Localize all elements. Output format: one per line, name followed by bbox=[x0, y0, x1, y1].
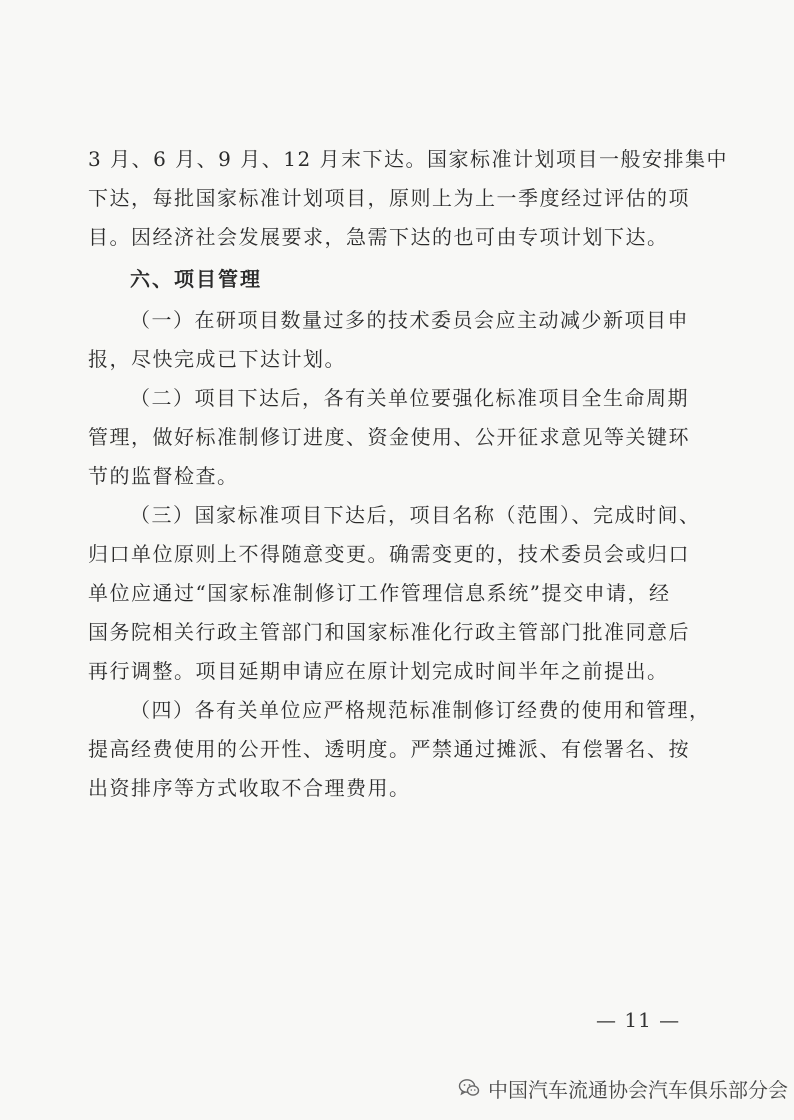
text-line: 报，尽快完成已下达计划。 bbox=[88, 347, 346, 371]
text-line: 出资排序等方式收取不合理费用。 bbox=[88, 776, 411, 800]
text-line: （二）项目下达后，各有关单位要强化标准项目全生命周期 bbox=[130, 386, 689, 410]
list-item bbox=[88, 379, 710, 496]
watermark-text: 中国汽车流通协会汽车俱乐部分会 bbox=[488, 1077, 788, 1102]
text-line: 节的监督检查。 bbox=[88, 464, 239, 488]
section-heading: 六、项目管理 bbox=[130, 267, 262, 291]
text-line: （一）在研项目数量过多的技术委员会应主动减少新项目申 bbox=[130, 308, 689, 332]
text-line: 管理，做好标准制修订进度、资金使用、公开征求意见等关键环 bbox=[88, 425, 690, 449]
text-line: 单位应通过“国家标准制修订工作管理信息系统”提交申请，经 bbox=[88, 581, 671, 605]
text-line: 目。因经济社会发展要求，急需下达的也可由专项计划下达。 bbox=[88, 225, 669, 249]
wechat-icon bbox=[458, 1078, 480, 1098]
continuation-paragraph bbox=[88, 140, 729, 257]
text-line: 提高经费使用的公开性、透明度。严禁通过摊派、有偿署名、按 bbox=[88, 737, 690, 761]
text-line: 下达，每批国家标准计划项目，原则上为上一季度经过评估的项 bbox=[88, 186, 690, 210]
text-line: （三）国家标准项目下达后，项目名称（范围）、完成时间、 bbox=[130, 503, 701, 527]
text-line: 3 月、6 月、9 月、12 月末下达。国家标准计划项目一般安排集中 bbox=[88, 147, 729, 171]
list-item bbox=[88, 496, 710, 691]
text-line: 国务院相关行政主管部门和国家标准化行政主管部门批准同意后 bbox=[88, 620, 690, 644]
list-item bbox=[88, 691, 710, 808]
text-line: 再行调整。项目延期申请应在原计划完成时间半年之前提出。 bbox=[88, 659, 669, 683]
document-body bbox=[88, 140, 729, 808]
wechat-watermark bbox=[458, 1075, 788, 1101]
page-number: — 11 — bbox=[596, 1008, 681, 1032]
list-item bbox=[88, 301, 710, 379]
text-line: （四）各有关单位应严格规范标准制修订经费的使用和管理， bbox=[130, 698, 711, 722]
text-line: 归口单位原则上不得随意变更。确需变更的，技术委员会或归口 bbox=[88, 542, 690, 566]
